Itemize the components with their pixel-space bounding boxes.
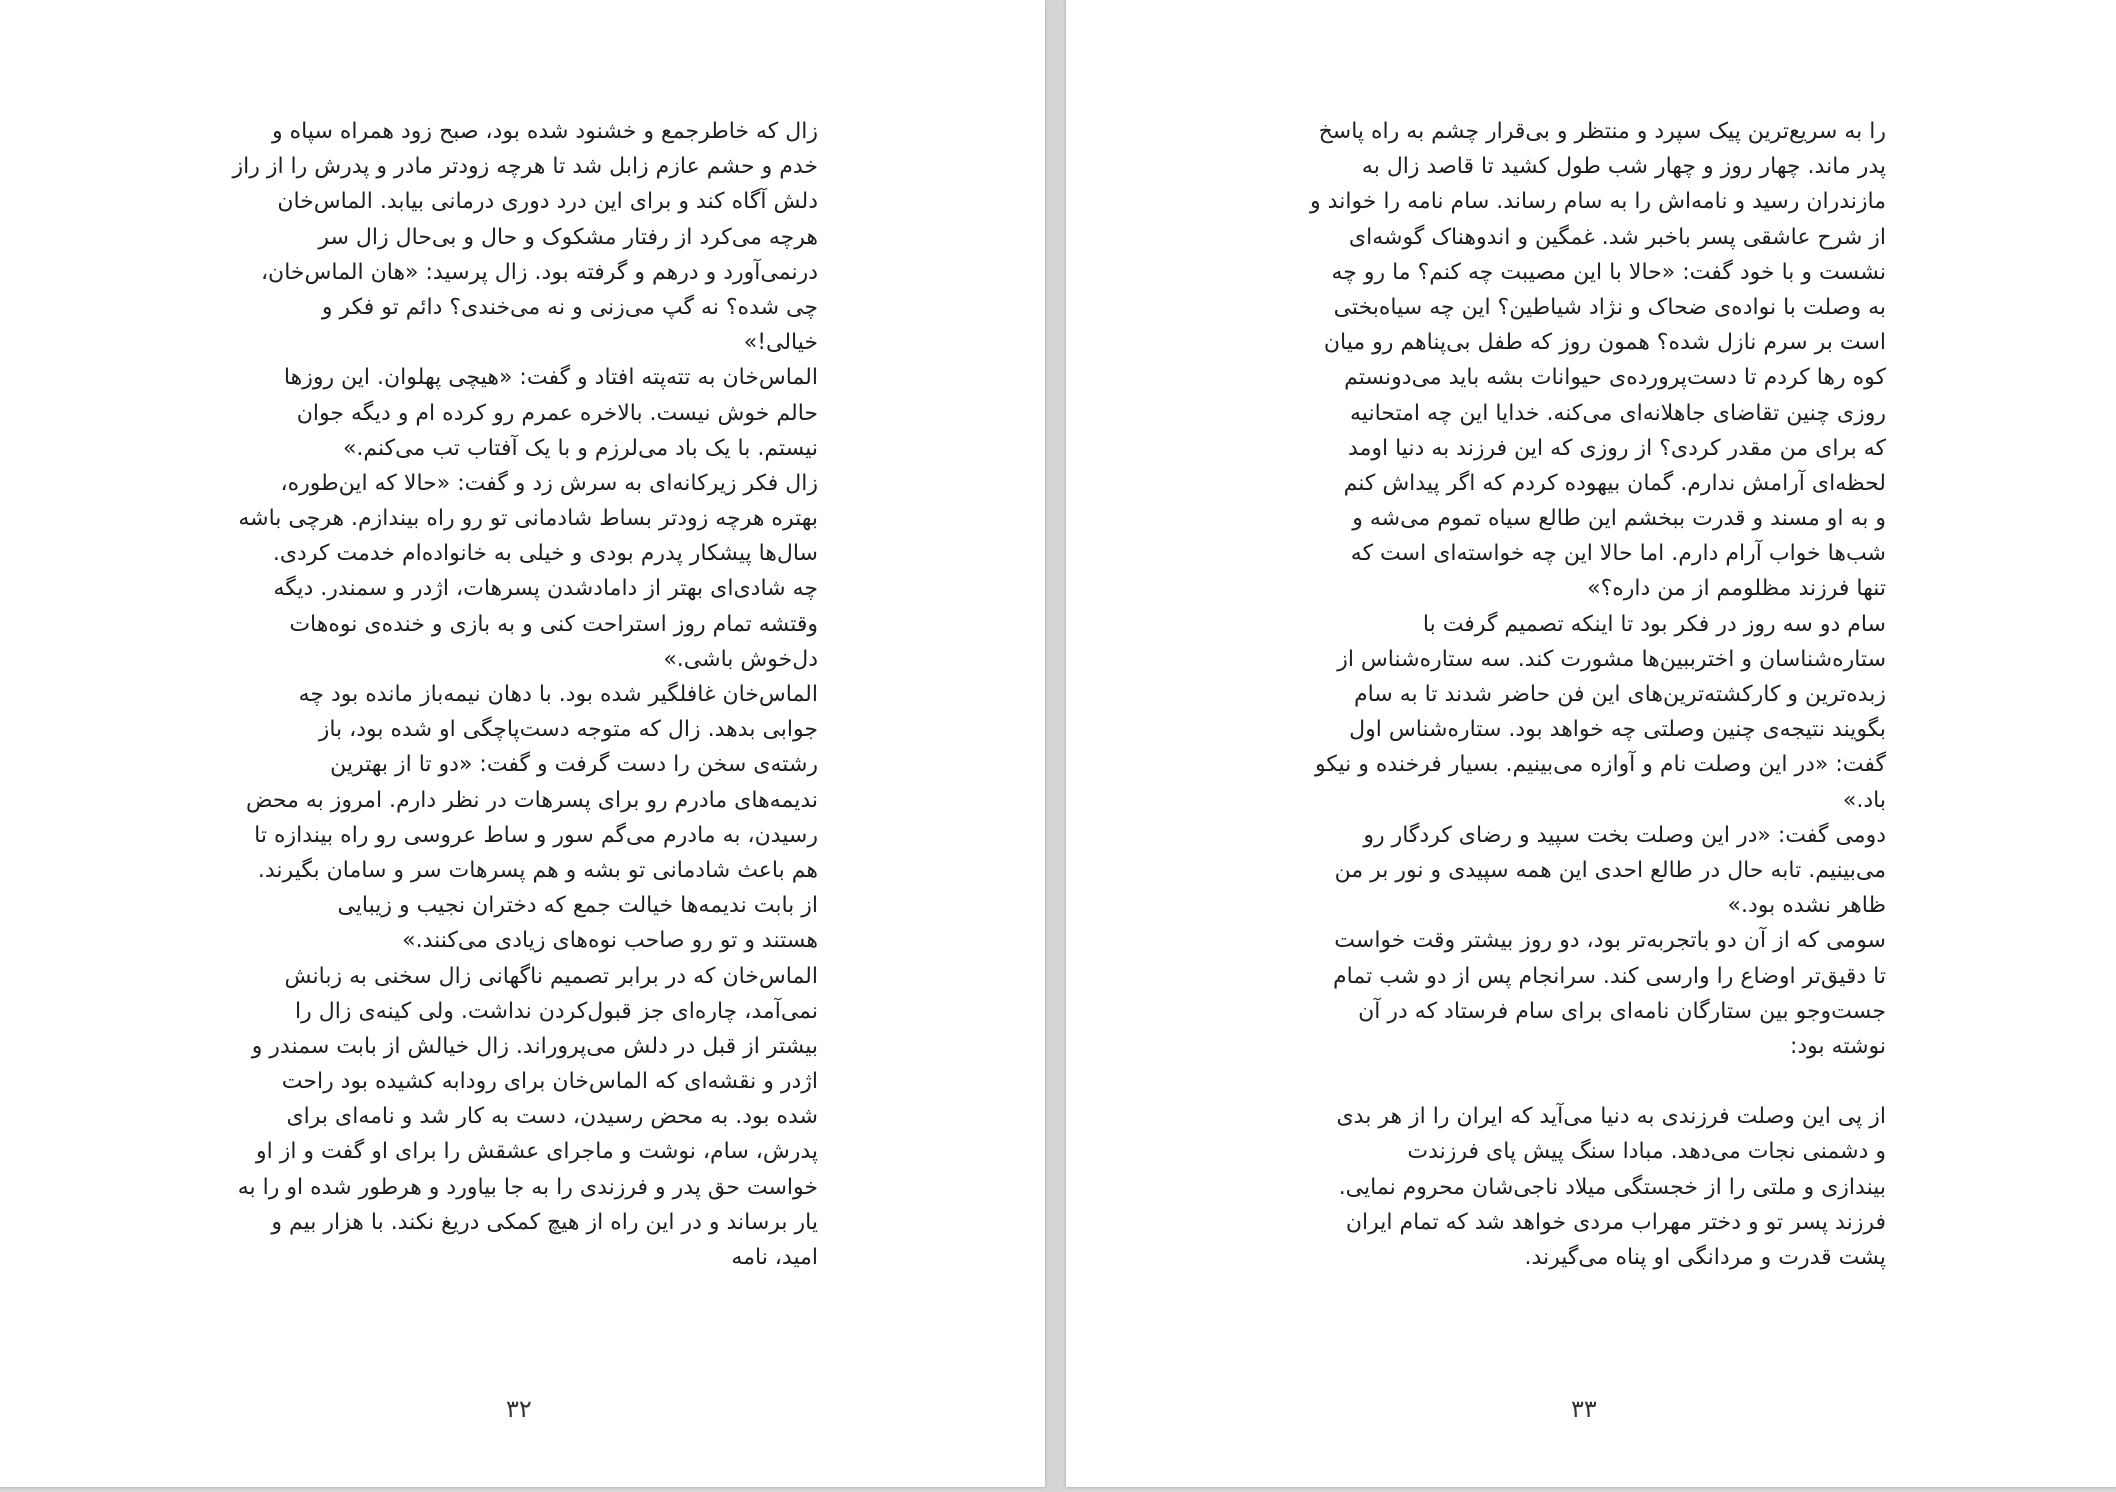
text-line: وقتشه تمام روز استراحت کنی و به بازی و خنده‌ی نوه‌هات — [289, 611, 818, 637]
text-line: کوه رها کردم تا دست‌پرورده‌ی حیوانات بشه باید می‌دونستم — [1344, 365, 1886, 391]
text-line: نیستم. با یک باد می‌لرزم و با یک آفتاب تب می‌کنم.» — [342, 435, 818, 461]
text-line: جست‌وجو بین ستارگان نامه‌ای برای سام فرستاد که در آن — [1358, 998, 1886, 1024]
text-line: از بابت ندیمه‌ها خیالت جمع که دختران نجیب و زیبایی — [337, 893, 818, 919]
text-line: درنمی‌آورد و درهم و گرفته بود. زال پرسید: «هان الماس‌خان، — [260, 259, 818, 285]
text-line: را به سریع‌ترین پیک سپرد و منتظر و بی‌قرار چشم به راه پاسخ — [1318, 119, 1886, 144]
text-line: دل‌خوش باشی.» — [663, 646, 818, 672]
text-line: به وصلت با نواده‌ی ضحاک و نژاد شیاطین؟ این چه سیاه‌بختی — [1333, 294, 1886, 320]
text-line: خیالی!» — [743, 330, 818, 356]
right-page — [1066, 0, 2116, 1487]
text-line: و دشمنی نجات می‌دهد. مبادا سنگ پیش پای فرزندت — [1407, 1139, 1886, 1165]
text-line: ظاهر نشده بود.» — [1727, 893, 1886, 919]
text-line: از شرح عاشقی پسر باخبر شد. غمگین و اندوهناک گوشه‌ای — [1348, 224, 1886, 250]
text-line: که برای من مقدر کردی؟ از روزی که این فرزند به دنیا اومد — [1348, 435, 1886, 461]
text-line: ندیمه‌های مادرم رو برای پسرهات در نظر دارم. امروز به محض — [245, 787, 818, 813]
text-line: دومی گفت: «در این وصلت بخت سپید و رضای کردگار رو — [1363, 822, 1886, 848]
text-line: بیشتر از قبل در دلش می‌پروراند. زال خیالش از بابت سمندر و — [251, 1033, 818, 1059]
text-line: هم باعث شادمانی تو بشه و هم پسرهات سر و سامان بگیرند. — [257, 857, 818, 883]
text-line: بهتره هرچه زودتر بساط شادمانی تو رو راه بیندازم. هرچی باشه — [238, 506, 818, 532]
text-line: رسیدن، به مادرم می‌گم سور و ساط عروسی رو راه بیندازه تا — [254, 822, 818, 848]
blank-line — [1286, 1064, 1886, 1099]
text-line: هستند و تو رو صاحب نوه‌های زیادی می‌کنند.» — [402, 928, 818, 954]
text-line: باد.» — [1842, 787, 1886, 813]
text-line: الماس‌خان که در برابر تصمیم ناگهانی زال سخنی به زبانش — [284, 963, 818, 989]
text-line: بگویند نتیجه‌ی چنین وصلتی چه خواهد بود. ستاره‌شناس اول — [1349, 717, 1886, 743]
text-line: تا دقیق‌تر اوضاع را وارسی کند. سرانجام پس از دو شب تمام — [1333, 963, 1886, 989]
right-page-text — [1286, 114, 1886, 1275]
text-line: امید، نامه — [731, 1245, 818, 1270]
text-line: سومی که از آن دو باتجربه‌تر بود، دو روز بیشتر وقت خواست — [1334, 928, 1886, 954]
right-page-number: ۳۳ — [1571, 1395, 1597, 1423]
text-line: بیندازی و ملتی را از خجستگی میلاد ناجی‌شان محروم نمایی. — [1338, 1174, 1886, 1200]
text-line: نمی‌آمد، چاره‌ای جز قبول‌کردن نداشت. ولی کینه‌ی زال را — [295, 998, 818, 1024]
text-line: می‌بینیم. تابه حال در طالع احدی این همه سپیدی و نور بر من — [1334, 857, 1886, 883]
text-line: شب‌ها خواب آرام دارم. اما حالا این چه خواسته‌ای است که — [1350, 541, 1886, 567]
text-line: لحظه‌ای آرامش ندارم. گمان بیهوده کردم که اگر پیداش کنم — [1343, 470, 1886, 496]
text-line: زال که خاطرجمع و خشنود شده بود، صبح زود همراه سپاه و — [271, 119, 818, 144]
text-line: و به او مسند و قدرت ببخشم این طالع سیاه تموم می‌شه و — [1352, 506, 1886, 532]
text-line: الماس‌خان به تته‌پته افتاد و گفت: «هیچی پهلوان. این روزها — [283, 365, 818, 391]
text-line: یار برساند و در این راه از هیچ کمکی دریغ نکند. با هزار بیم و — [271, 1209, 818, 1235]
text-line: زال فکر زیرکانه‌ای به سرش زد و گفت: «حالا که این‌طوره، — [280, 470, 818, 496]
text-line: چه شادی‌ای بهتر از دامادشدن پسرهات، اژدر و سمندر. دیگه — [273, 576, 818, 602]
text-line: دلش آگاه کند و برای این درد دوری درمانی بیابد. الماس‌خان — [277, 189, 818, 215]
text-line: روزی چنین تقاضای جاهلانه‌ای می‌کنه. خدایا این چه امتحانیه — [1350, 400, 1886, 426]
text-line: چی شده؟ نه گپ می‌زنی و نه می‌خندی؟ دائم تو فکر و — [321, 294, 818, 320]
text-line: ستاره‌شناسان و اخترببین‌ها مشورت کند. سه ستاره‌شناس از — [1337, 646, 1886, 672]
text-line: هرچه می‌کرد از رفتار مشکوک و حال و بی‌حال زال سر — [318, 224, 818, 250]
text-line: نوشته بود: — [1789, 1033, 1886, 1059]
text-line: مازندران رسید و نامه‌اش را به سام رساند. سام نامه را خواند و — [1310, 189, 1886, 215]
text-line: رشته‌ی سخن را دست گرفت و گفت: «دو تا از بهترین — [330, 752, 818, 778]
text-line: خدم و حشم عازم زابل شد تا هرچه زودتر مادر و پدرش را از راز — [232, 154, 818, 180]
text-line: سال‌ها پیشکار پدرم بودی و خیلی به خانواده‌ام خدمت کردی. — [272, 541, 818, 567]
text-line: شده بود. به محض رسیدن، دست به کار شد و نامه‌ای برای — [286, 1104, 818, 1130]
text-line: گفت: «در این وصلت نام و آوازه می‌بینیم. بسیار فرخنده و نیکو — [1314, 752, 1886, 778]
text-line: است بر سرم نازل شده؟ همون روز که طفل بی‌پناهم رو میان — [1323, 330, 1886, 356]
left-page-number: ۳۲ — [506, 1395, 532, 1423]
text-line: از پی این وصلت فرزندی به دنیا می‌آید که ایران را از هر بدی — [1336, 1104, 1886, 1130]
text-line: پدر ماند. چهار روز و چهار شب طول کشید تا قاصد زال به — [1361, 154, 1886, 180]
text-line: خواست حق پدر و فرزندی را به جا بیاورد و هرطور شده او را به — [237, 1174, 818, 1200]
text-line: اژدر و نقشه‌ای که الماس‌خان برای رودابه کشیده بود راحت — [281, 1069, 818, 1095]
text-line: زبده‌ترین و کارکشته‌ترین‌های این فن حاضر شدند تا به سام — [1353, 682, 1886, 707]
left-page — [0, 0, 1045, 1487]
text-line: الماس‌خان غافلگیر شده بود. با دهان نیمه‌باز مانده بود چه — [298, 682, 818, 707]
text-line: نشست و با خود گفت: «حالا با این مصیبت چه کنم؟ ما رو چه — [1331, 259, 1886, 285]
text-line: تنها فرزند مظلومم از من داره؟» — [1587, 576, 1886, 602]
text-line: فرزند پسر تو و دختر مهراب مردی خواهد شد که تمام ایران — [1345, 1209, 1886, 1235]
left-page-text — [231, 114, 818, 1275]
text-line: پشت قدرت و مردانگی او پناه می‌گیرند. — [1524, 1245, 1886, 1270]
text-line: جوابی بدهد. زال که متوجه دست‌پاچگی او شده بود، باز — [318, 717, 818, 743]
text-line: حالم خوش نیست. بالاخره عمرم رو کرده ام و دیگه جوان — [296, 400, 818, 426]
text-line: پدرش، سام، نوشت و ماجرای عشقش را برای او گفت و از او — [255, 1139, 818, 1165]
text-line: سام دو سه روز در فکر بود تا اینکه تصمیم گرفت با — [1422, 611, 1886, 637]
